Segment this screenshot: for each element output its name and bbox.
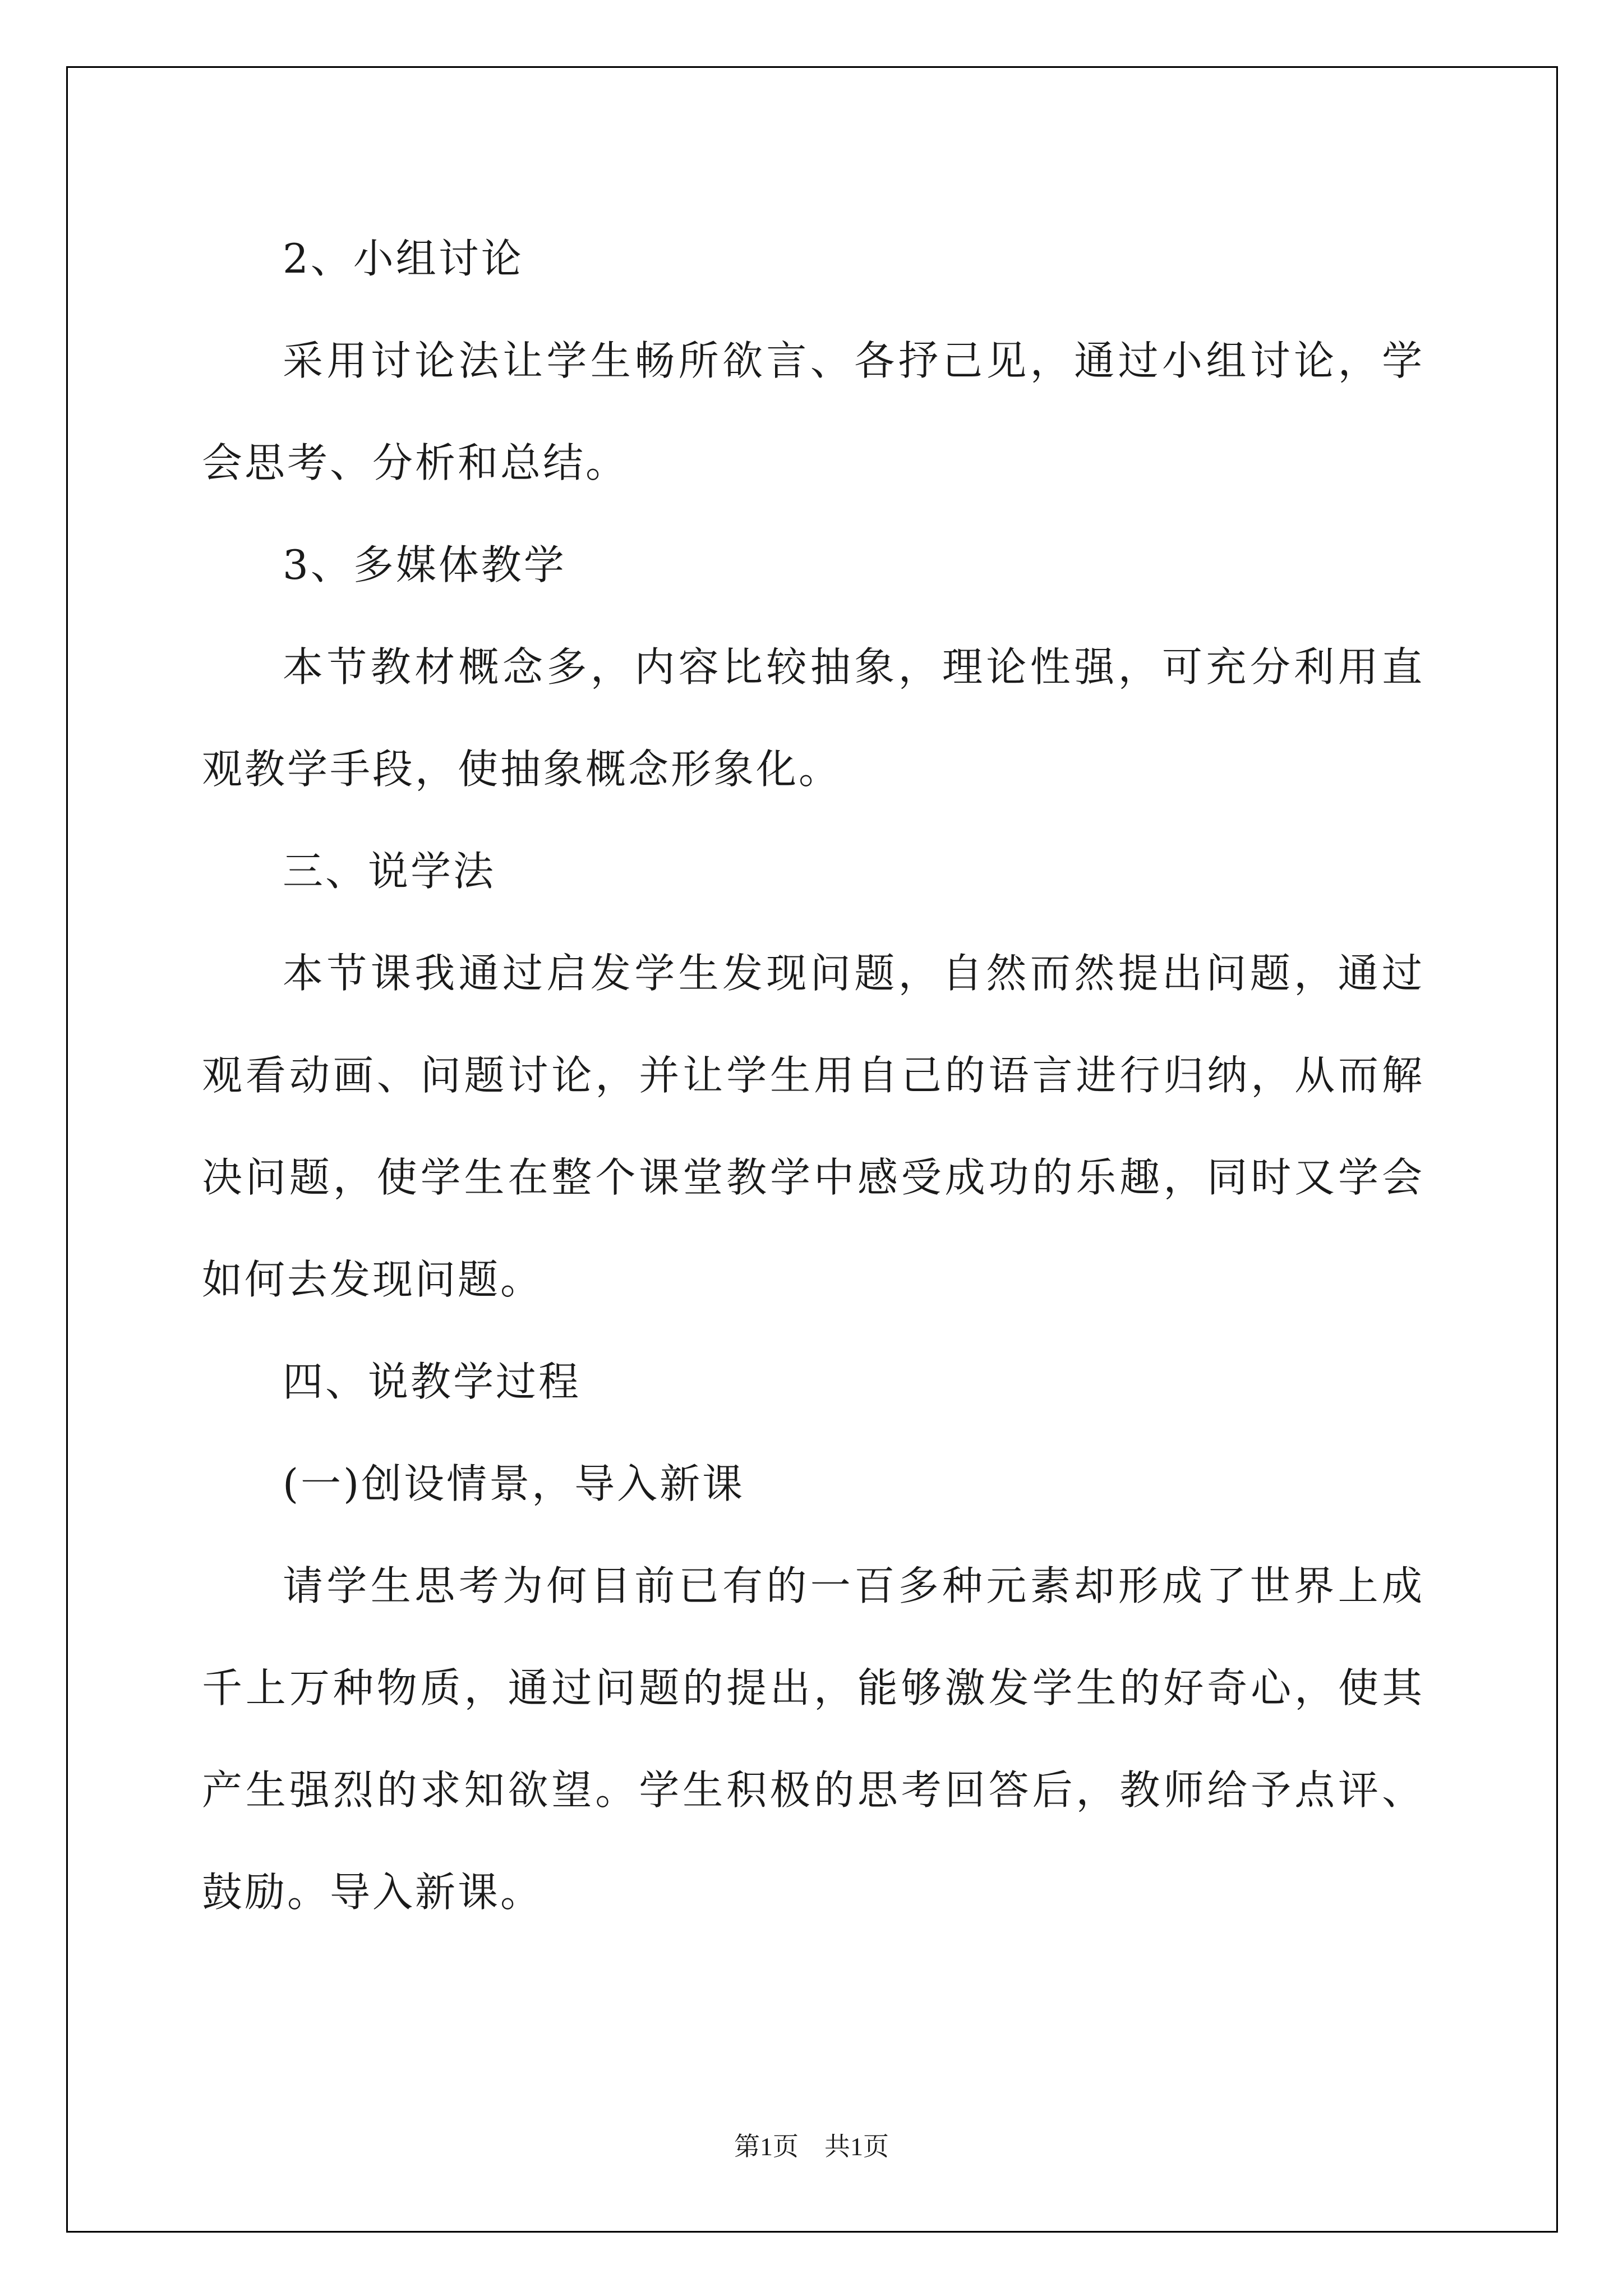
section-heading-group-discussion: 2、小组讨论 [283,235,524,282]
section-heading-teaching-process: 四、说教学过程 [283,1358,582,1405]
paragraph-introduction: 请学生思考为何目前已有的一百多种元素却形成了世界上成千上万种物质，通过问题的提出，能够激发学生的好奇心，使其产生强烈的求知欲望。学生积极的思考回答后，教师给予点评、鼓励。导入新课。 [202,1562,1424,1916]
document-body [202,208,1424,1943]
paragraph-learning-method: 本节课我通过启发学生发现问题，自然而然提出问题，通过观看动画、问题讨论，并让学生用自己的语言进行归纳，从而解决问题，使学生在整个课堂教学中感受成功的乐趣，同时又学会如何去发现问题。 [202,950,1424,1303]
paragraph-multimedia: 本节教材概念多，内容比较抽象，理论性强，可充分利用直观教学手段，使抽象概念形象化。 [202,643,1424,793]
paragraph-discussion-method: 采用讨论法让学生畅所欲言、各抒己见，通过小组讨论，学会思考、分析和总结。 [202,337,1424,486]
section-heading-learning-method: 三、说学法 [283,848,496,895]
section-heading-multimedia: 3、多媒体教学 [283,541,566,588]
page-number: 第1页 共1页 [734,2132,889,2161]
subsection-heading-introduction: (一)创设情景，导入新课 [283,1460,745,1507]
